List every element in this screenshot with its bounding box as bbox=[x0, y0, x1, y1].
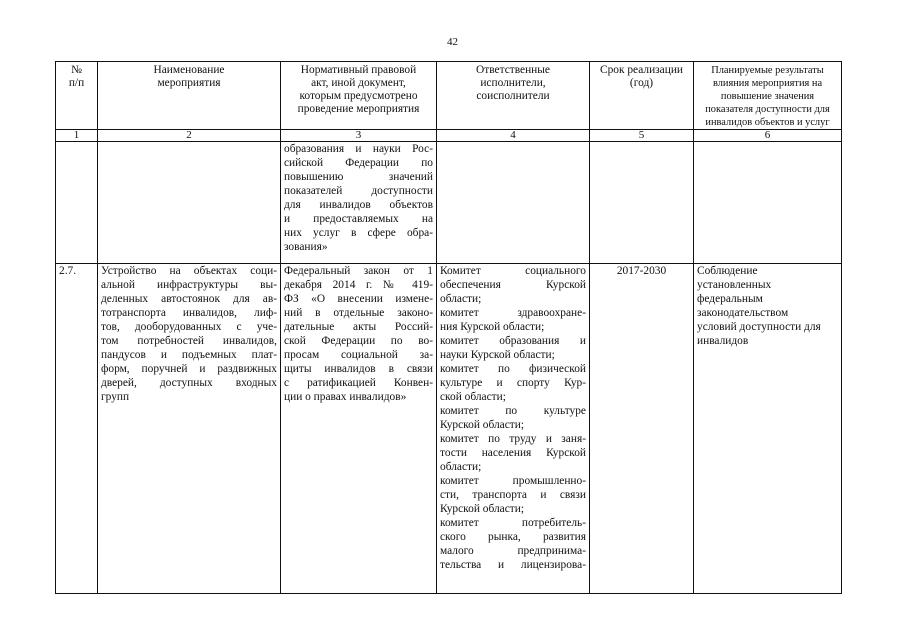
column-number-row bbox=[56, 130, 842, 142]
cell-text-line: Курской области; bbox=[440, 503, 525, 515]
executors-cell bbox=[437, 264, 590, 594]
cell-text-line: условий доступности для bbox=[697, 321, 821, 333]
cell-text-line: Федеральный закон от 1 bbox=[284, 265, 433, 277]
cell-text-line: и предоставляемых на bbox=[284, 213, 433, 225]
cell-text-line: дательные акты Россий- bbox=[284, 321, 433, 333]
cell-text-line: законодательством bbox=[697, 307, 789, 319]
cell-text-line: инвалидов bbox=[697, 335, 749, 347]
activity-name-cell bbox=[98, 264, 281, 594]
header-text: исполнители, bbox=[480, 77, 546, 89]
cell-text-line: том потребностей инвалидов, bbox=[101, 335, 277, 347]
cell-text-line: комитет по физической bbox=[440, 363, 586, 375]
cell-text-line: комитет по труду и заня- bbox=[440, 433, 586, 445]
header-text: проведение мероприятия bbox=[297, 103, 420, 115]
column-number: 4 bbox=[437, 130, 590, 142]
cell-text-line: ФЗ «О внесении измене- bbox=[284, 293, 433, 305]
cell-text-line: деленных автостоянок для ав- bbox=[101, 293, 277, 305]
header-cell bbox=[590, 62, 694, 130]
legal-act-cell bbox=[281, 264, 437, 594]
cell-text-line: комитет промышленно- bbox=[440, 475, 586, 487]
column-number: 2 bbox=[98, 130, 281, 142]
cell-text-line: просам социальной за- bbox=[284, 349, 433, 361]
header-cell bbox=[694, 62, 842, 130]
cell-text-line: с ратификацией Конвен- bbox=[284, 377, 433, 389]
cell-text-line: области; bbox=[440, 461, 482, 473]
cell-text-line: Комитет социального bbox=[440, 265, 586, 277]
page-number: 42 bbox=[447, 36, 458, 48]
cell-text-line: групп bbox=[101, 391, 130, 403]
header-text: инвалидов объектов и услуг bbox=[705, 117, 830, 128]
header-text: Нормативный правовой bbox=[300, 64, 417, 76]
header-text: (год) bbox=[629, 77, 654, 89]
period-cell: 2017-2030 bbox=[590, 264, 694, 594]
header-text: Срок реализации bbox=[599, 64, 684, 76]
header-text: влияния мероприятия на bbox=[712, 78, 823, 89]
cell-text-line: ний в отдельные законо- bbox=[284, 307, 433, 319]
header-text: мероприятия bbox=[157, 77, 221, 89]
result-cell bbox=[694, 264, 842, 594]
cell-text-line: Курской области; bbox=[440, 419, 525, 431]
cell-text-line: ской области; bbox=[440, 391, 506, 403]
cell-text-line: области; bbox=[440, 293, 482, 305]
header-text: № bbox=[71, 64, 82, 76]
cell-text-line: дверей, доступных входных bbox=[101, 377, 277, 389]
cell-text-line: образования и науки Рос- bbox=[284, 143, 433, 155]
cell-text-line: щиты инвалидов в связи bbox=[284, 363, 433, 375]
cell-text-line: пандусов и подъемных плат- bbox=[101, 349, 277, 361]
table-cell bbox=[56, 142, 98, 264]
cell-text-line: обеспечения Курской bbox=[440, 279, 586, 291]
table-cell bbox=[694, 142, 842, 264]
cell-text-line: форм, поручней и раздвижных bbox=[101, 363, 277, 375]
cell-text-line: малого предпринима- bbox=[440, 545, 586, 557]
header-cell bbox=[281, 62, 437, 130]
header-text: Наименование bbox=[153, 64, 225, 76]
header-text: акт, иной документ, bbox=[311, 77, 406, 89]
cell-text-line: Соблюдение bbox=[697, 265, 758, 277]
column-number: 3 bbox=[281, 130, 437, 142]
cell-text-line: комитет потребитель- bbox=[440, 517, 586, 529]
column-number: 1 bbox=[56, 130, 98, 142]
header-text: показателя доступности для bbox=[705, 104, 830, 115]
header-text: соисполнители bbox=[476, 90, 550, 102]
cell-text-line: них услуг в сфере обра- bbox=[284, 227, 433, 239]
table-row-2-7 bbox=[56, 264, 842, 594]
cell-text-line: ского рынка, развития bbox=[440, 531, 586, 543]
cell-text-line: альной инфраструктуры вы- bbox=[101, 279, 277, 291]
header-text: повышение значения bbox=[720, 91, 815, 102]
column-number: 6 bbox=[694, 130, 842, 142]
cell-text-line: сти, транспорта и связи bbox=[440, 489, 586, 501]
cell-text-line: сийской Федерации по bbox=[284, 157, 433, 169]
header-cell bbox=[56, 62, 98, 130]
activities-table bbox=[55, 61, 842, 594]
cell-text-line: комитет здравоохране- bbox=[440, 307, 586, 319]
header-text: Ответственные bbox=[476, 64, 550, 76]
cell-text-line: повышению значений bbox=[284, 171, 433, 183]
header-text: п/п bbox=[68, 77, 85, 89]
cell-text-line: ния Курской области; bbox=[440, 321, 545, 333]
row-number-cell: 2.7. bbox=[56, 264, 98, 594]
cell-text-line: федеральным bbox=[697, 293, 763, 305]
cell-text-line: тотранспорта инвалидов, лиф- bbox=[101, 307, 277, 319]
continuation-row bbox=[56, 142, 842, 264]
table-cell bbox=[437, 142, 590, 264]
table-cell bbox=[590, 142, 694, 264]
cell-text-line: ской Федерации по во- bbox=[284, 335, 433, 347]
column-number: 5 bbox=[590, 130, 694, 142]
cell-text-line: тов, дооборудованных с уче- bbox=[101, 321, 277, 333]
header-cell bbox=[437, 62, 590, 130]
cell-text-line: показателей доступности bbox=[284, 185, 433, 197]
table-header-row bbox=[56, 62, 842, 130]
cell-text-line: комитет по культуре bbox=[440, 405, 586, 417]
cell-text-line: установленных bbox=[697, 279, 772, 291]
cell-text-line: зования» bbox=[284, 241, 328, 253]
header-cell bbox=[98, 62, 281, 130]
cell-text-line: тельства и лицензирова- bbox=[440, 559, 586, 571]
cell-text-line: Устройство на объектах соци- bbox=[101, 265, 277, 277]
header-text: которым предусмотрено bbox=[299, 90, 418, 102]
cell-text-line: декабря 2014 г. № 419- bbox=[284, 279, 433, 291]
header-text: Планируемые результаты bbox=[711, 65, 824, 76]
cell-text-line: науки Курской области; bbox=[440, 349, 555, 361]
cell-text-line: ции о правах инвалидов» bbox=[284, 391, 407, 403]
cell-text-line: культуре и спорту Кур- bbox=[440, 377, 586, 389]
cell-text-line: для инвалидов объектов bbox=[284, 199, 433, 211]
act-continuation-cell bbox=[281, 142, 437, 264]
cell-text-line: комитет образования и bbox=[440, 335, 586, 347]
cell-text-line: тости населения Курской bbox=[440, 447, 586, 459]
table-cell bbox=[98, 142, 281, 264]
